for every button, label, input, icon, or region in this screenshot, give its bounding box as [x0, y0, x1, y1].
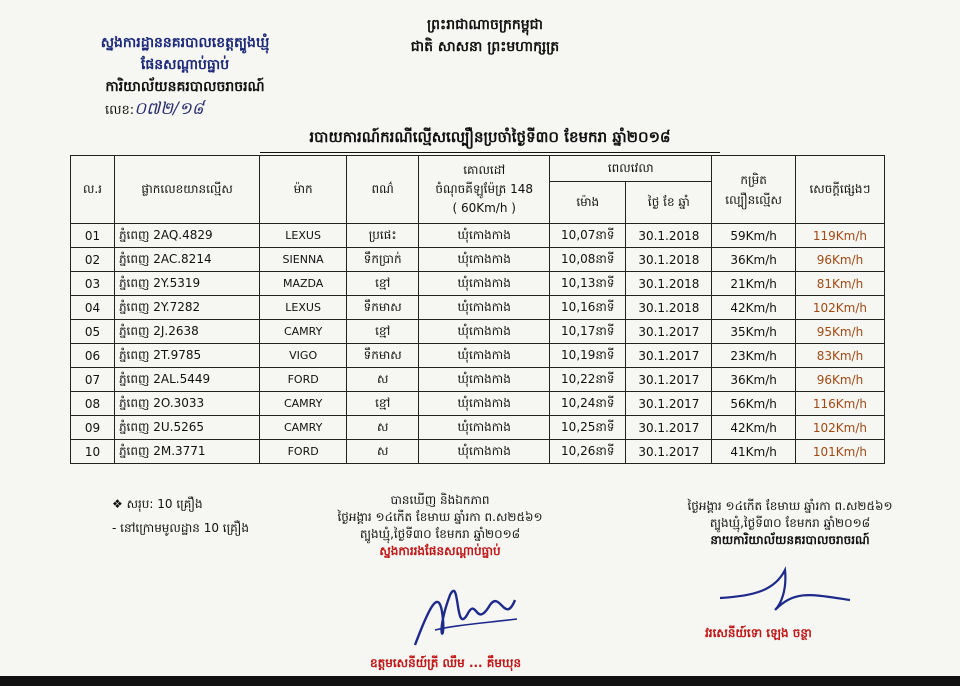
reference-number: [105, 98, 204, 123]
row-color: ខ្មៅ: [347, 392, 419, 416]
approval-line-2: ថ្ងៃអង្គារ ១៤កើត ខែមាឃ ឆ្នាំរកា ព.ស២៥៦១: [337, 510, 543, 524]
row-no: 10: [71, 440, 115, 464]
row-no: 08: [71, 392, 115, 416]
row-limit: 59Km/h: [712, 224, 796, 248]
row-hour: 10,13នាទី: [550, 272, 626, 296]
row-no: 02: [71, 248, 115, 272]
issuing-office-header: [40, 32, 330, 98]
row-brand: CAMRY: [260, 416, 347, 440]
row-note: 119Km/h: [795, 224, 884, 248]
row-location: ឃុំកោងកាង: [419, 272, 550, 296]
violations-table: [70, 155, 885, 464]
row-note: 101Km/h: [795, 440, 884, 464]
row-no: 05: [71, 320, 115, 344]
row-limit: 41Km/h: [712, 440, 796, 464]
row-date: 30.1.2018: [626, 248, 712, 272]
row-hour: 10,07នាទី: [550, 224, 626, 248]
approval-title: ស្នងការរងផែនសណ្តាប់ធ្នាប់: [379, 544, 501, 558]
header-left-line-2: ផែនសណ្តាប់ធ្នាប់: [140, 57, 230, 73]
location-header-line-2: ចំណុចគីឡូម៉ែត្រ 148: [435, 182, 534, 196]
row-plate: ភ្នំពេញ 2U.5265: [114, 416, 259, 440]
bottom-edge-bar: [0, 676, 960, 686]
row-plate: ភ្នំពេញ 2Y.7282: [114, 296, 259, 320]
row-date: 30.1.2018: [626, 224, 712, 248]
summary-total: ❖ សរុប: 10 គ្រឿង: [112, 497, 203, 511]
center-signer-name: ឧត្តមសេនីយ៍ត្រី ឈឹម ... គឹមឃុន: [370, 656, 522, 670]
row-color: ខ្មៅ: [347, 320, 419, 344]
row-color: ទឹកមាស: [347, 296, 419, 320]
row-hour: 10,22នាទី: [550, 368, 626, 392]
row-no: 06: [71, 344, 115, 368]
row-note: 95Km/h: [795, 320, 884, 344]
col-date: ថ្ងៃ ខែ ឆ្នាំ: [626, 182, 712, 224]
row-color: ស: [347, 440, 419, 464]
reference-value: ០៧២/១៨: [134, 99, 204, 119]
row-date: 30.1.2017: [626, 344, 712, 368]
row-note: 102Km/h: [795, 416, 884, 440]
table-row: [71, 440, 885, 464]
col-hour: ម៉ោង: [550, 182, 626, 224]
col-plate: ផ្លាកលេខយានល្មើស: [114, 156, 259, 224]
row-hour: 10,25នាទី: [550, 416, 626, 440]
row-plate: ភ្នំពេញ 2AC.8214: [114, 248, 259, 272]
header-right-line-1: ព្រះរាជាណាចក្រកម្ពុជា: [426, 17, 543, 33]
row-date: 30.1.2017: [626, 368, 712, 392]
row-color: ខ្មៅ: [347, 272, 419, 296]
table-row: [71, 248, 885, 272]
row-plate: ភ្នំពេញ 2M.3771: [114, 440, 259, 464]
header-left-line-1: ស្នងការដ្ឋាននគរបាលខេត្តត្បូងឃ្មុំ: [100, 35, 270, 51]
table-row: [71, 320, 885, 344]
row-color: ស: [347, 416, 419, 440]
row-note: 81Km/h: [795, 272, 884, 296]
row-brand: CAMRY: [260, 392, 347, 416]
col-notes: សេចក្តីផ្សេងៗ: [795, 156, 884, 224]
col-limit: [712, 156, 796, 224]
row-plate: ភ្នំពេញ 2T.9785: [114, 344, 259, 368]
location-header-line-3: ( 60Km/h ): [452, 201, 516, 215]
row-brand: MAZDA: [260, 272, 347, 296]
row-limit: 23Km/h: [712, 344, 796, 368]
row-location: ឃុំកោងកាង: [419, 344, 550, 368]
right-title: នាយការិយាល័យនគរបាលចរាចរណ៍: [710, 533, 870, 547]
row-location: ឃុំកោងកាង: [419, 224, 550, 248]
approval-line-3: ត្បូងឃ្មុំ,ថ្ងៃទី៣០ ខែមករា ឆ្នាំ២០១៨: [359, 527, 521, 541]
col-color: ពណ៌: [347, 156, 419, 224]
row-note: 96Km/h: [795, 248, 884, 272]
col-time: ពេលវេលា: [550, 156, 712, 182]
row-brand: VIGO: [260, 344, 347, 368]
row-date: 30.1.2017: [626, 392, 712, 416]
row-hour: 10,16នាទី: [550, 296, 626, 320]
center-signature: [405, 575, 525, 655]
right-line-1: ថ្ងៃអង្គារ ១៤កើត ខែមាឃ ឆ្នាំរកា ព.ស២៥៦១: [687, 499, 893, 513]
row-location: ឃុំកោងកាង: [419, 368, 550, 392]
row-no: 04: [71, 296, 115, 320]
office-chief-block: [640, 498, 940, 549]
row-hour: 10,17នាទី: [550, 320, 626, 344]
right-signer-name: វរសេនីយ៍ទោ ឡេង ចន្ថា: [705, 626, 812, 640]
row-limit: 35Km/h: [712, 320, 796, 344]
table-row: [71, 272, 885, 296]
location-header-line-1: គោលដៅ: [463, 163, 506, 177]
table-row: [71, 224, 885, 248]
row-limit: 56Km/h: [712, 392, 796, 416]
row-plate: ភ្នំពេញ 2J.2638: [114, 320, 259, 344]
row-plate: ភ្នំពេញ 2AL.5449: [114, 368, 259, 392]
row-location: ឃុំកោងកាង: [419, 248, 550, 272]
row-date: 30.1.2018: [626, 296, 712, 320]
kingdom-header: [355, 14, 615, 58]
table-row: [71, 368, 885, 392]
row-hour: 10,26នាទី: [550, 440, 626, 464]
row-hour: 10,08នាទី: [550, 248, 626, 272]
row-plate: ភ្នំពេញ 2AQ.4829: [114, 224, 259, 248]
row-date: 30.1.2018: [626, 272, 712, 296]
row-hour: 10,19នាទី: [550, 344, 626, 368]
header-right-line-2: ជាតិ សាសនា ព្រះមហាក្សត្រ: [410, 39, 560, 55]
row-color: ទឹកប្រាក់: [347, 248, 419, 272]
table-row: [71, 392, 885, 416]
row-brand: FORD: [260, 368, 347, 392]
row-brand: LEXUS: [260, 296, 347, 320]
summary-local: - នៅក្រោមមូលដ្ឋាន 10 គ្រឿង: [112, 521, 249, 535]
limit-header-line-2: ល្បឿនល្មើស: [725, 192, 782, 207]
col-brand: ម៉ាក: [260, 156, 347, 224]
row-note: 96Km/h: [795, 368, 884, 392]
row-location: ឃុំកោងកាង: [419, 416, 550, 440]
row-no: 01: [71, 224, 115, 248]
row-no: 07: [71, 368, 115, 392]
right-line-2: ត្បូងឃ្មុំ,ថ្ងៃទី៣០ ខែមករា ឆ្នាំ២០១៨: [709, 516, 871, 530]
row-hour: 10,24នាទី: [550, 392, 626, 416]
summary: [112, 492, 249, 540]
row-color: ស: [347, 368, 419, 392]
reference-label: លេខ:: [105, 103, 135, 118]
table-row: [71, 296, 885, 320]
row-brand: LEXUS: [260, 224, 347, 248]
row-limit: 21Km/h: [712, 272, 796, 296]
row-location: ឃុំកោងកាង: [419, 392, 550, 416]
row-no: 09: [71, 416, 115, 440]
row-brand: CAMRY: [260, 320, 347, 344]
approval-block: [315, 492, 565, 560]
row-limit: 42Km/h: [712, 416, 796, 440]
approval-line-1: បានឃើញ និងឯកភាព: [390, 493, 490, 507]
limit-header-line-1: កម្រិត: [740, 172, 767, 187]
row-limit: 36Km/h: [712, 368, 796, 392]
row-location: ឃុំកោងកាង: [419, 440, 550, 464]
row-note: 116Km/h: [795, 392, 884, 416]
row-color: ប្រផេះ: [347, 224, 419, 248]
right-signature: [715, 560, 855, 620]
row-date: 30.1.2017: [626, 416, 712, 440]
row-location: ឃុំកោងកាង: [419, 320, 550, 344]
row-limit: 42Km/h: [712, 296, 796, 320]
row-no: 03: [71, 272, 115, 296]
row-note: 102Km/h: [795, 296, 884, 320]
row-note: 83Km/h: [795, 344, 884, 368]
row-brand: FORD: [260, 440, 347, 464]
header-left-line-3: ការិយាល័យនគរបាលចរាចរណ៍: [105, 79, 265, 95]
table-row: [71, 344, 885, 368]
row-location: ឃុំកោងកាង: [419, 296, 550, 320]
row-date: 30.1.2017: [626, 320, 712, 344]
row-limit: 36Km/h: [712, 248, 796, 272]
col-location: [419, 156, 550, 224]
row-date: 30.1.2017: [626, 440, 712, 464]
row-brand: SIENNA: [260, 248, 347, 272]
row-plate: ភ្នំពេញ 2Y.5319: [114, 272, 259, 296]
row-color: ទឹកមាស: [347, 344, 419, 368]
table-row: [71, 416, 885, 440]
report-title: របាយការណ៍ករណីល្មើសល្បឿនប្រចាំថ្ងៃទី៣០ ខែមករា ឆ្នាំ២០១៨: [260, 128, 720, 153]
row-plate: ភ្នំពេញ 2O.3033: [114, 392, 259, 416]
col-no: ល.រ: [71, 156, 115, 224]
